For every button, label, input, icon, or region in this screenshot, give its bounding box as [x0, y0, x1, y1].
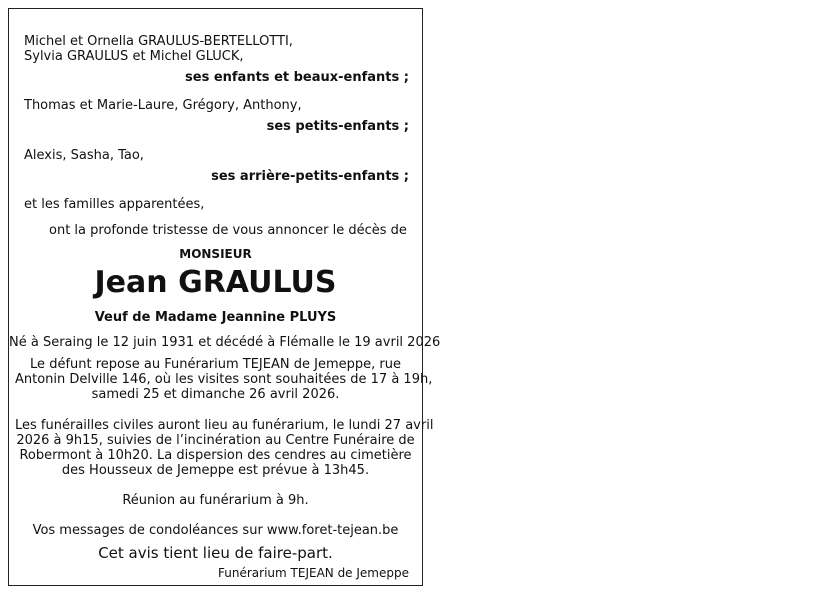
family-line: Sylvia GRAULUS et Michel GLUCK,	[24, 49, 244, 64]
faire-part-line: Cet avis tient lieu de faire-part.	[98, 544, 333, 562]
visitation-line: samedi 25 et dimanche 26 avril 2026.	[91, 387, 340, 402]
deceased-name: Jean GRAULUS	[94, 265, 337, 300]
deceased-title: MONSIEUR	[179, 247, 252, 261]
family-role: ses petits-enfants ;	[266, 119, 409, 134]
announcement-line: ont la profonde tristesse de vous annoncer le décès de	[49, 223, 407, 238]
visitation-paragraph	[15, 357, 433, 402]
death-notice	[8, 8, 441, 586]
family-line: Alexis, Sasha, Tao,	[24, 148, 144, 163]
funeral-paragraph	[15, 418, 434, 478]
family-line: Thomas et Marie-Laure, Grégory, Anthony,	[24, 98, 302, 113]
visitation-line: Le défunt repose au Funérarium TEJEAN de Jemeppe, rue	[30, 357, 401, 372]
relatives-line: et les familles apparentées,	[24, 197, 205, 212]
funeral-line: des Housseux de Jemeppe est prévue à 13h45.	[61, 463, 370, 478]
funeral-home-signature: Funérarium TEJEAN de Jemeppe	[218, 566, 409, 580]
family-role: ses arrière-petits-enfants ;	[211, 169, 409, 184]
visitation-line: Antonin Delville 146, où les visites sont souhaitées de 17 à 19h,	[15, 372, 433, 387]
condolences-line: Vos messages de condoléances sur www.foret-tejean.be	[32, 523, 399, 538]
birth-death-line: Né à Seraing le 12 juin 1931 et décédé à Flémalle le 19 avril 2026	[9, 335, 441, 350]
family-role: ses enfants et beaux-enfants ;	[185, 70, 409, 85]
funeral-line: Robermont à 10h20. La dispersion des cendres au cimetière	[19, 448, 412, 463]
funeral-line: Les funérailles civiles auront lieu au funérarium, le lundi 27 avril	[15, 418, 434, 433]
funeral-line: 2026 à 9h15, suivies de l’incinération au Centre Funéraire de	[16, 433, 415, 448]
gathering-line: Réunion au funérarium à 9h.	[122, 493, 309, 508]
family-line: Michel et Ornella GRAULUS-BERTELLOTTI,	[24, 34, 293, 49]
widower-line: Veuf de Madame Jeannine PLUYS	[94, 310, 337, 325]
